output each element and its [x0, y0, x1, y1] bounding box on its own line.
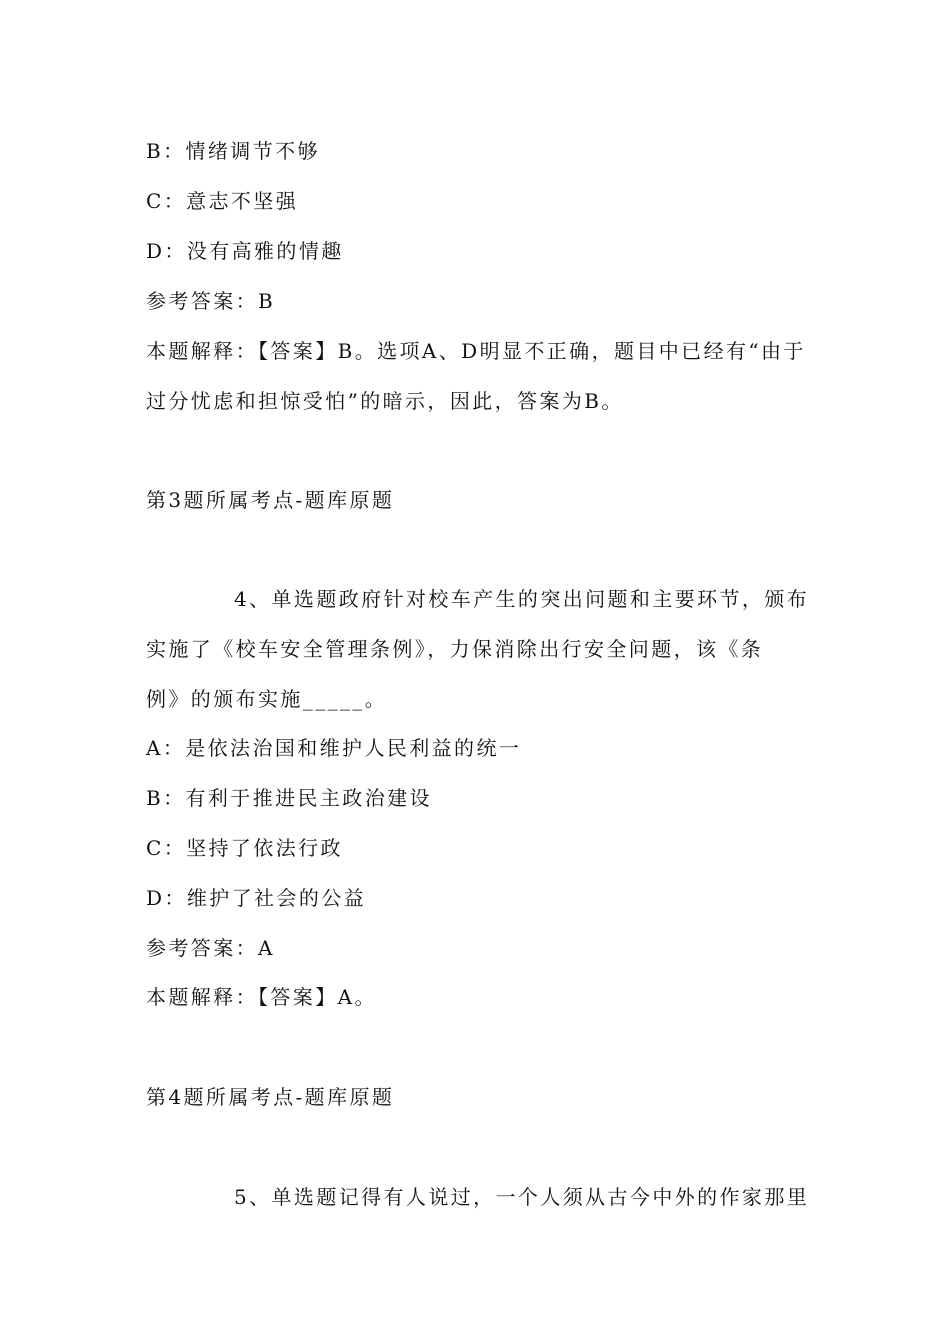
- q4-option-d: D：维护了社会的公益: [146, 886, 367, 910]
- q4-option-a: A：是依法治国和维护人民利益的统一: [146, 736, 522, 760]
- q3-topic: 第3题所属考点-题库原题: [146, 488, 395, 512]
- q4-stem-line1: 4、单选题政府针对校车产生的突出问题和主要环节，颁布: [234, 587, 810, 611]
- q4-explanation: 本题解释：【答案】A。: [146, 985, 377, 1009]
- q4-option-c: C：坚持了依法行政: [146, 836, 343, 860]
- q2-explanation-line1: 本题解释：【答案】B。选项A、D明显不正确，题目中已经有“由于: [146, 339, 806, 363]
- q4-answer: 参考答案：A: [146, 936, 275, 960]
- q4-option-b: B：有利于推进民主政治建设: [146, 786, 432, 810]
- q2-answer: 参考答案：B: [146, 289, 276, 313]
- q4-stem-line2: 实施了《校车安全管理条例》，力保消除出行安全问题，该《条: [146, 637, 764, 661]
- q4-topic: 第4题所属考点-题库原题: [146, 1085, 395, 1109]
- q4-stem-line3: 例》的颁布实施_____。: [146, 687, 388, 711]
- q2-option-c: C：意志不坚强: [146, 189, 299, 213]
- q2-option-b: B：情绪调节不够: [146, 139, 320, 163]
- q5-stem-line1: 5、单选题记得有人说过，一个人须从古今中外的作家那里: [234, 1185, 810, 1209]
- q2-explanation-line2: 过分忧虑和担惊受怕”的暗示，因此，答案为B。: [146, 389, 624, 413]
- q2-option-d: D：没有高雅的情趣: [146, 239, 344, 263]
